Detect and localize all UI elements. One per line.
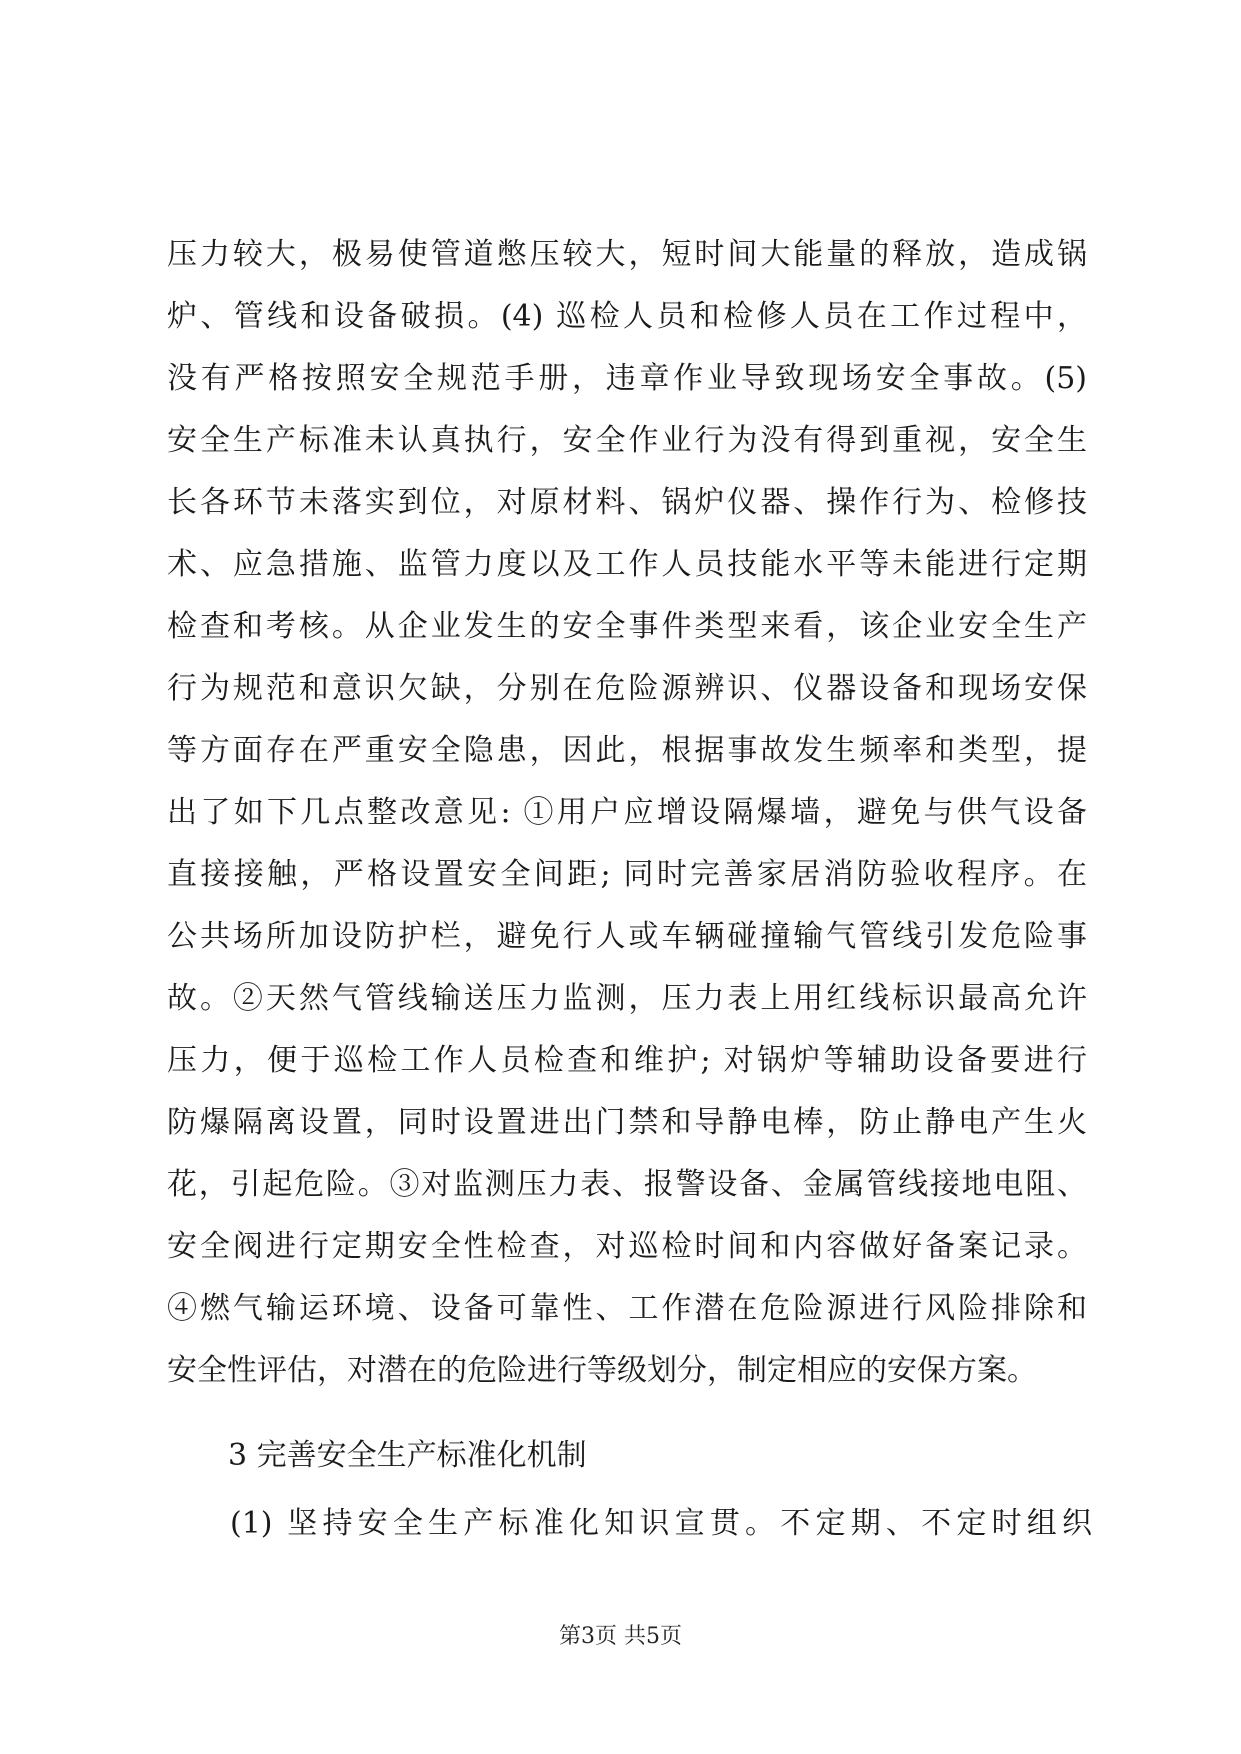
paragraph-line: 安全性评估，对潜在的危险进行等级划分，制定相应的安保方案。 [167,1353,1037,1388]
paragraph-line: 压力较大，极易使管道憋压较大，短时间大能量的释放，造成锅 [167,237,1087,272]
paragraph-line: 故。②天然气管线输送压力监测，压力表上用红线标识最高允许 [167,981,1087,1016]
paragraph-line: 安全生产标准未认真执行，安全作业行为没有得到重视，安全生 [167,423,1087,458]
paragraph-line: 没有严格按照安全规范手册，违章作业导致现场安全事故。(5) [167,361,1087,396]
paragraph-line: 防爆隔离设置，同时设置进出门禁和导静电棒，防止静电产生火 [167,1105,1087,1140]
page-footer: 第3页 共5页 [559,1624,682,1649]
paragraph-line: 压力，便于巡检工作人员检查和维护; 对锅炉等辅助设备要进行 [167,1043,1087,1078]
sub-paragraph-line: (1) 坚持安全生产标准化知识宣贯。不定期、不定时组织 [230,1506,1092,1541]
paragraph-line: 花，引起危险。③对监测压力表、报警设备、金属管线接地电阻、 [167,1167,1087,1202]
body-paragraph [167,224,1087,1402]
paragraph-line: 直接接触，严格设置安全间距; 同时完善家居消防验收程序。在 [167,857,1087,892]
paragraph-line: 炉、管线和设备破损。(4) 巡检人员和检修人员在工作过程中， [167,299,1087,334]
paragraph-line: ④燃气输运环境、设备可靠性、工作潜在危险源进行风险排除和 [167,1291,1087,1326]
paragraph-line: 等方面存在严重安全隐患，因此，根据事故发生频率和类型，提 [167,733,1087,768]
paragraph-line: 术、应急措施、监管力度以及工作人员技能水平等未能进行定期 [167,547,1087,582]
paragraph-line: 公共场所加设防护栏，避免行人或车辆碰撞输气管线引发危险事 [167,919,1087,954]
paragraph-line: 长各环节未落实到位，对原材料、锅炉仪器、操作行为、检修技 [167,485,1087,520]
paragraph-line: 检查和考核。从企业发生的安全事件类型来看，该企业安全生产 [167,609,1087,644]
paragraph-line: 安全阀进行定期安全性检查，对巡检时间和内容做好备案记录。 [167,1229,1087,1264]
section-heading: 3 完善安全生产标准化机制 [228,1438,587,1473]
paragraph-line: 行为规范和意识欠缺，分别在危险源辨识、仪器设备和现场安保 [167,671,1087,706]
paragraph-line: 出了如下几点整改意见: ①用户应增设隔爆墙，避免与供气设备 [167,795,1087,830]
